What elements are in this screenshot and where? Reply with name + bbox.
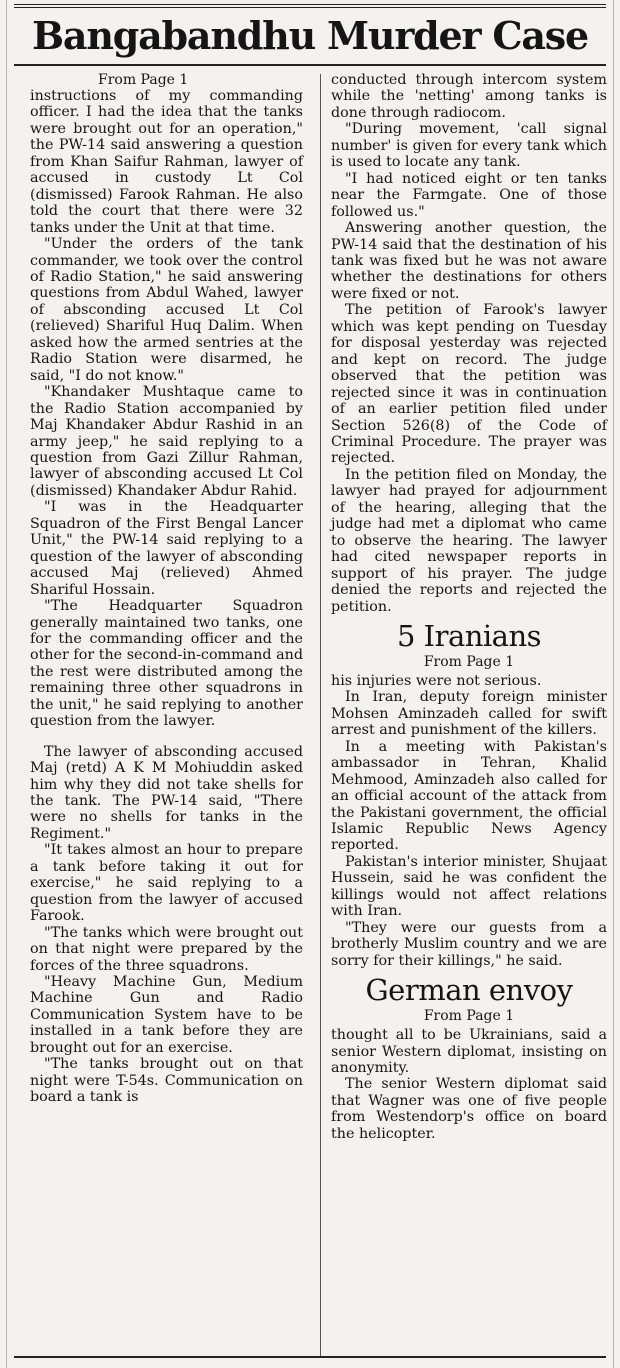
paragraph: "Under the orders of the tank commander, we took over the control of Radio Station," he said answering questions from Abdul Wahed, lawyer of absconding accused Lt Col (relieved) Shariful Huq Dalim. When asked how the armed sentries at the Radio Station were disarmed, he said, "I do not know." <box>30 236 303 384</box>
paragraph: The lawyer of absconding accused Maj (retd) A K M Mohiuddin asked him why they did not take shells for the tank. The PW-14 said, "There were no shells for tanks in the Regiment." <box>30 743 303 842</box>
jump-line: From Page 1 <box>423 653 515 670</box>
left-column <box>30 72 303 1106</box>
paragraph: "I was in the Headquarter Squadron of the First Bengal Lancer Unit," the PW-14 said replying to a question of the lawyer of absconding accused Maj (relieved) Ahmed Shariful Hossain. <box>30 499 303 598</box>
paragraph: "Khandaker Mushtaque came to the Radio Station accompanied by Maj Khandaker Abdur Rashid in an army jeep," he said replying to a question from Gazi Zillur Rahman, lawyer of absconding accused Lt Col (dismissed) Khandaker Abdur Rahid. <box>30 384 303 499</box>
paragraph: conducted through intercom system while the 'netting' among tanks is done through radiocom. <box>331 72 607 121</box>
page-edge-right <box>613 0 614 1368</box>
paragraph: "It takes almost an hour to prepare a tank before taking it out for exercise," he said replying to a question from the lawyer of accused Farook. <box>30 842 303 925</box>
paragraph: In a meeting with Pakistan's ambassador in Tehran, Khalid Mehmood, Aminzadeh also called for an official account of the attack from the Pakistani government, the official Islamic Republic News Agency reported. <box>331 738 607 854</box>
article-headline: Bangabandhu Murder Case <box>32 13 588 58</box>
paragraph: "I had noticed eight or ten tanks near the Farmgate. One of those followed us." <box>331 170 607 220</box>
jump-line: From Page 1 <box>423 1008 515 1025</box>
paragraph: "The tanks brought out on that night were T-54s. Communication on board a tank is <box>30 1056 303 1106</box>
paragraph: The senior Western diplomat said that Wagner was one of five people from Westendorp's office on board the helicopter. <box>331 1076 607 1142</box>
paragraph: Pakistan's interior minister, Shujaat Hussein, said he was confident the killings would not affect relations with Iran. <box>331 853 607 920</box>
paragraph: Answering another question, the PW-14 said that the destination of his tank was fixed but he was not aware whether the destinations for others were fixed or not. <box>331 220 607 302</box>
german-envoy-headline: German envoy <box>365 973 573 1008</box>
paragraph: his injuries were not serious. <box>331 672 542 689</box>
top-rule-inner <box>14 7 606 8</box>
paragraph: "They were our guests from a brotherly Muslim country and we are sorry for their killings," he said. <box>331 919 607 969</box>
top-rule <box>14 4 606 5</box>
paragraph: In Iran, deputy foreign minister Mohsen Aminzadeh called for swift arrest and punishment of the killers. <box>331 689 607 739</box>
column-divider <box>320 74 321 1356</box>
page-edge-left <box>6 0 7 1368</box>
jump-line: From Page 1 <box>98 72 189 88</box>
paragraph: "Heavy Machine Gun, Medium Machine Gun and Radio Communication System have to be installed in a tank before they are brought out for an exercise. <box>30 974 303 1056</box>
bottom-rule <box>14 1356 606 1358</box>
iranians-headline: 5 Iranians <box>396 618 542 653</box>
paragraph: "During movement, 'call signal number' is given for every tank which is used to locate any tank. <box>331 121 607 171</box>
paragraph: The petition of Farook's lawyer which was kept pending on Tuesday for disposal yesterday was rejected and kept on record. The judge observed that the petition was rejected since it was in continuation of an earlier petition filed under Section 526(8) of the Code of Criminal Procedure. The prayer was rejected. <box>331 302 607 467</box>
paragraph: thought all to be Ukrainians, said a senior Western diplomat, insisting on anonymity. <box>331 1027 607 1077</box>
headline-rule <box>14 64 606 66</box>
paragraph: instructions of my commanding officer. I had the idea that the tanks were brought out for an operation," the PW-14 said answering a question from Khan Saifur Rahman, lawyer of accused in custody Lt Col (dismissed) Farook Rahman. He also told the court that there were 32 tanks under the Unit at that time. <box>30 88 303 236</box>
paragraph: In the petition filed on Monday, the lawyer had prayed for adjournment of the hearing, alleging that the judge had met a diplomat who came to observe the hearing. The lawyer had cited newspaper reports in support of his prayer. The judge denied the reports and rejected the petition. <box>331 466 607 615</box>
paragraph: "The Headquarter Squadron generally maintained two tanks, one for the commanding officer and the other for the second-in-command and the rest were distributed among the remaining three other squadrons in the unit," he said replying to another question from the lawyer. <box>30 598 303 730</box>
paragraph: "The tanks which were brought out on that night were prepared by the forces of the three squadrons. <box>30 924 303 974</box>
right-column <box>331 72 607 1142</box>
